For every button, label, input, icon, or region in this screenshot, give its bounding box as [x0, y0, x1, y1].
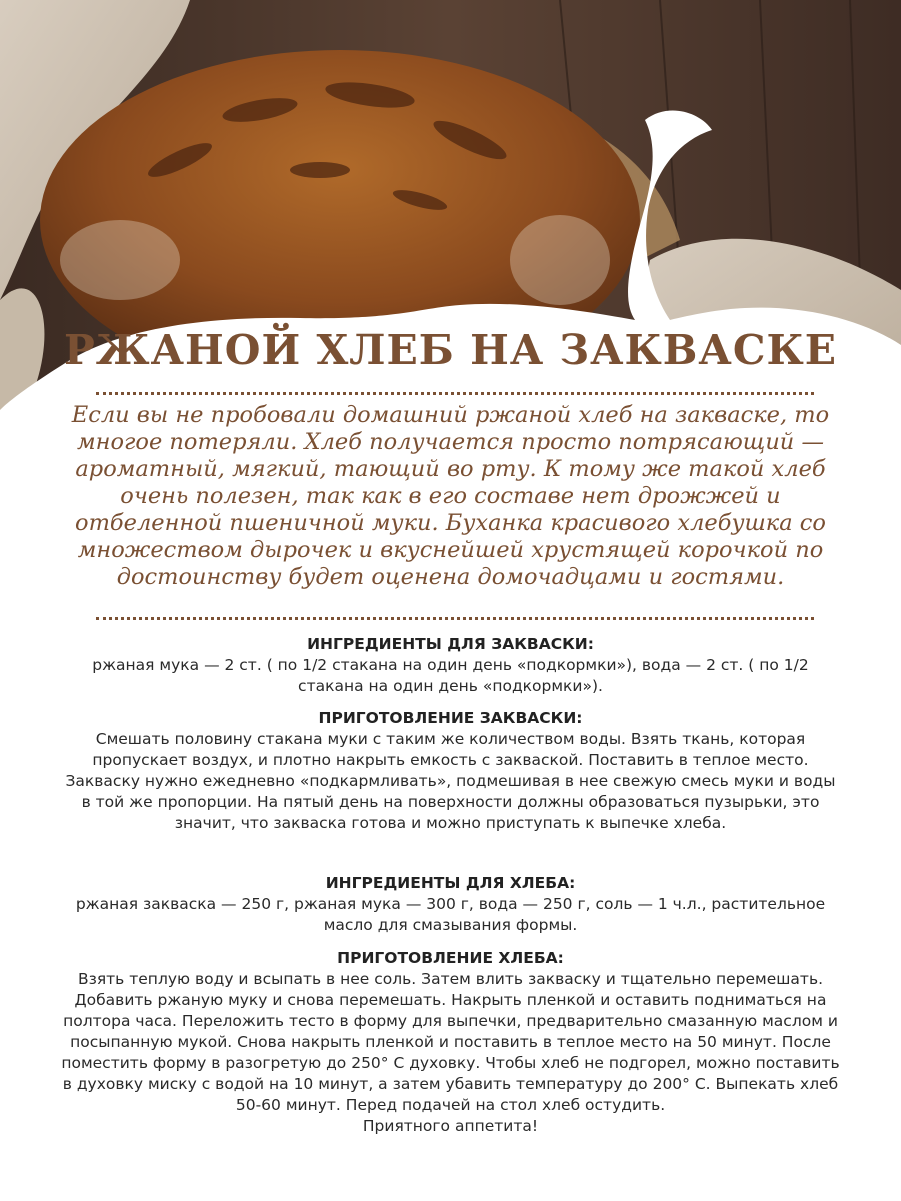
section-text: Взять теплую воду и всыпать в нее соль. Затем влить закваску и тщательно перемешать. Добавить ржаную муку и снова перемешать. Накрыть пленкой и оставить подниматься на полтора часа. Переложить тесто в форму для выпечки, предварительно смазанную маслом и посыпанную мукой. Снова накрыть пленкой и поставить в теплое место на 50 минут. После поместить форму в разогретую до 250° С духовку. Чтобы хлеб не подгорел, можно поставить в духовку миску с водой на 10 минут, а затем убавить температуру до 200° С. Выпекать хлеб 50-60 минут. Перед подачей на стол хлеб остудить. [61, 970, 840, 1114]
section-text: Смешать половину стакана муки с таким же количеством воды. Взять ткань, которая пропускает воздух, и плотно накрыть емкость с закваской. Поставить в теплое место. Закваску нужно ежедневно «подкармливать», подмешивая в нее свежую смесь муки и воды в той же пропорции. На пятый день на поверхности должны образоваться пузырьки, это значит, что закваска готова и можно приступать к выпечке хлеба. [65, 730, 836, 832]
section-heading: ИНГРЕДИЕНТЫ ДЛЯ ЗАКВАСКИ: [307, 635, 594, 653]
section-heading: ПРИГОТОВЛЕНИЕ ЗАКВАСКИ: [318, 709, 583, 727]
section-heading: ИНГРЕДИЕНТЫ ДЛЯ ХЛЕБА: [325, 874, 576, 892]
dotted-divider-top [96, 392, 814, 395]
section-text: ржаная закваска — 250 г, ржаная мука — 300 г, вода — 250 г, соль — 1 ч.л., растительное масло для смазывания формы. [75, 895, 826, 934]
recipe-intro: Если вы не пробовали домашний ржаной хлеб на закваске, то многое потеряли. Хлеб получается просто потрясающий — ароматный, мягкий, тающий во рту. К тому же такой хлеб очень полезен, так как в его составе нет дрожжей и отбеленной пшеничной муки. Буханка красивого хлебушка со множеством дырочек и вкуснейшей хрустящей корочкой по достоинству будет оценена домочадцами и гостями. [71, 402, 830, 590]
section-starter-ingredients [60, 634, 841, 697]
section-starter-preparation [60, 708, 841, 834]
section-bread-ingredients [60, 873, 841, 936]
section-bread-preparation [60, 948, 841, 1137]
section-heading: ПРИГОТОВЛЕНИЕ ХЛЕБА: [337, 949, 564, 967]
dotted-divider-bottom [96, 617, 814, 620]
closing-text: Приятного аппетита! [362, 1117, 539, 1135]
section-text: ржаная мука — 2 ст. ( по 1/2 стакана на один день «подкормки»), вода — 2 ст. ( по 1/2 стакана на один день «подкормки»). [92, 656, 809, 695]
recipe-title: РЖАНОЙ ХЛЕБ НА ЗАКВАСКЕ [64, 326, 837, 374]
